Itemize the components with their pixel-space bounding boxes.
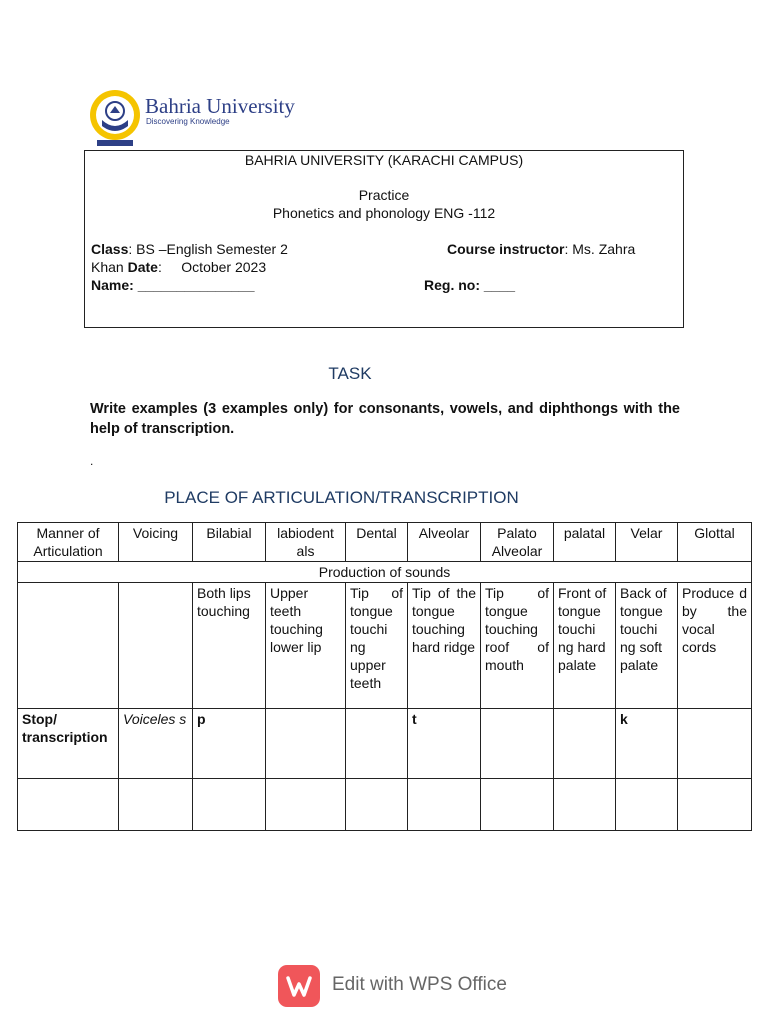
production-row: [18, 562, 752, 583]
university-logo: [88, 88, 308, 150]
description-cell: Both lips touching: [193, 583, 266, 709]
description-cell: Tip of tongue touching roof of mouth: [481, 583, 554, 709]
practice-label: Practice: [358, 187, 410, 203]
stop-cell: Voiceles s: [119, 709, 193, 779]
campus-title: BAHRIA UNIVERSITY (KARACHI CAMPUS): [244, 152, 524, 168]
stop-cell: [678, 709, 752, 779]
date-value: : October 2023: [157, 259, 267, 275]
date-label: Date: [127, 259, 158, 275]
university-tagline: Discovering Knowledge: [146, 117, 230, 126]
description-cell: Tip of tongue touchi ng upper teeth: [346, 583, 408, 709]
edit-with-wps-button[interactable]: [278, 964, 518, 1008]
wps-label: Edit with WPS Office: [332, 974, 507, 995]
header-row: [18, 523, 752, 562]
stop-row: [18, 709, 752, 779]
class-line: [91, 241, 288, 257]
header-cell: Voicing: [119, 523, 193, 562]
class-label: Class: [91, 241, 129, 257]
description-cell: Produce d by the vocal cords: [678, 583, 752, 709]
description-cell: Front of tongue touchi ng hard palate: [554, 583, 616, 709]
stop-cell: [481, 709, 554, 779]
header-cell: Bilabial: [193, 523, 266, 562]
header-cell: labiodent als: [266, 523, 346, 562]
task-heading: TASK: [328, 364, 372, 383]
stop-cell: k: [616, 709, 678, 779]
instructor-surname: Khan: [91, 259, 124, 275]
instructor-value: : Ms. Zahra: [564, 241, 636, 257]
empty-cell: [678, 779, 752, 831]
empty-cell: [616, 779, 678, 831]
reg-line: [424, 277, 515, 293]
header-info-box: [84, 150, 684, 328]
empty-cell: [346, 779, 408, 831]
name-line: [91, 277, 254, 293]
instructor-label: Course instructor: [447, 241, 565, 257]
header-cell: palatal: [554, 523, 616, 562]
reg-blank: : ____: [475, 277, 516, 293]
wps-icon: [278, 965, 320, 1007]
articulation-table: [17, 522, 752, 831]
empty-cell: [119, 779, 193, 831]
stop-cell: Stop/ transcription: [18, 709, 119, 779]
stray-dot: .: [90, 454, 94, 468]
production-cell: Production of sounds: [18, 562, 752, 583]
empty-cell: [481, 779, 554, 831]
empty-cell: [266, 779, 346, 831]
description-cell: [18, 583, 119, 709]
stop-cell: [266, 709, 346, 779]
header-cell: Velar: [616, 523, 678, 562]
stop-cell: t: [408, 709, 481, 779]
stop-cell: [554, 709, 616, 779]
name-blank: : _______________: [129, 277, 255, 293]
header-cell: Palato Alveolar: [481, 523, 554, 562]
university-crest-icon: [88, 88, 144, 150]
section-heading: PLACE OF ARTICULATION/TRANSCRIPTION: [164, 488, 519, 507]
course-title: Phonetics and phonology ENG -112: [272, 205, 496, 221]
header-cell: Dental: [346, 523, 408, 562]
instructor-line: [447, 241, 635, 257]
empty-cell: [193, 779, 266, 831]
task-instruction: Write examples (3 examples only) for consonants, vowels, and diphthongs with the help of transcription.: [90, 401, 680, 437]
header-cell: Manner of Articulation: [18, 523, 119, 562]
empty-row: [18, 779, 752, 831]
description-cell: [119, 583, 193, 709]
description-cell: Tip of the tongue touching hard ridge: [408, 583, 481, 709]
name-label: Name: [91, 277, 130, 293]
empty-cell: [554, 779, 616, 831]
class-value: : BS –English Semester 2: [128, 241, 288, 257]
university-name: Bahria University: [145, 94, 295, 118]
description-cell: Back of tongue touchi ng soft palate: [616, 583, 678, 709]
stop-cell: p: [193, 709, 266, 779]
empty-cell: [18, 779, 119, 831]
empty-cell: [408, 779, 481, 831]
description-row: [18, 583, 752, 709]
header-cell: Glottal: [678, 523, 752, 562]
header-cell: Alveolar: [408, 523, 481, 562]
description-cell: Upper teeth touching lower lip: [266, 583, 346, 709]
date-line: [91, 259, 266, 275]
reg-label: Reg. no: [424, 277, 476, 293]
stop-cell: [346, 709, 408, 779]
